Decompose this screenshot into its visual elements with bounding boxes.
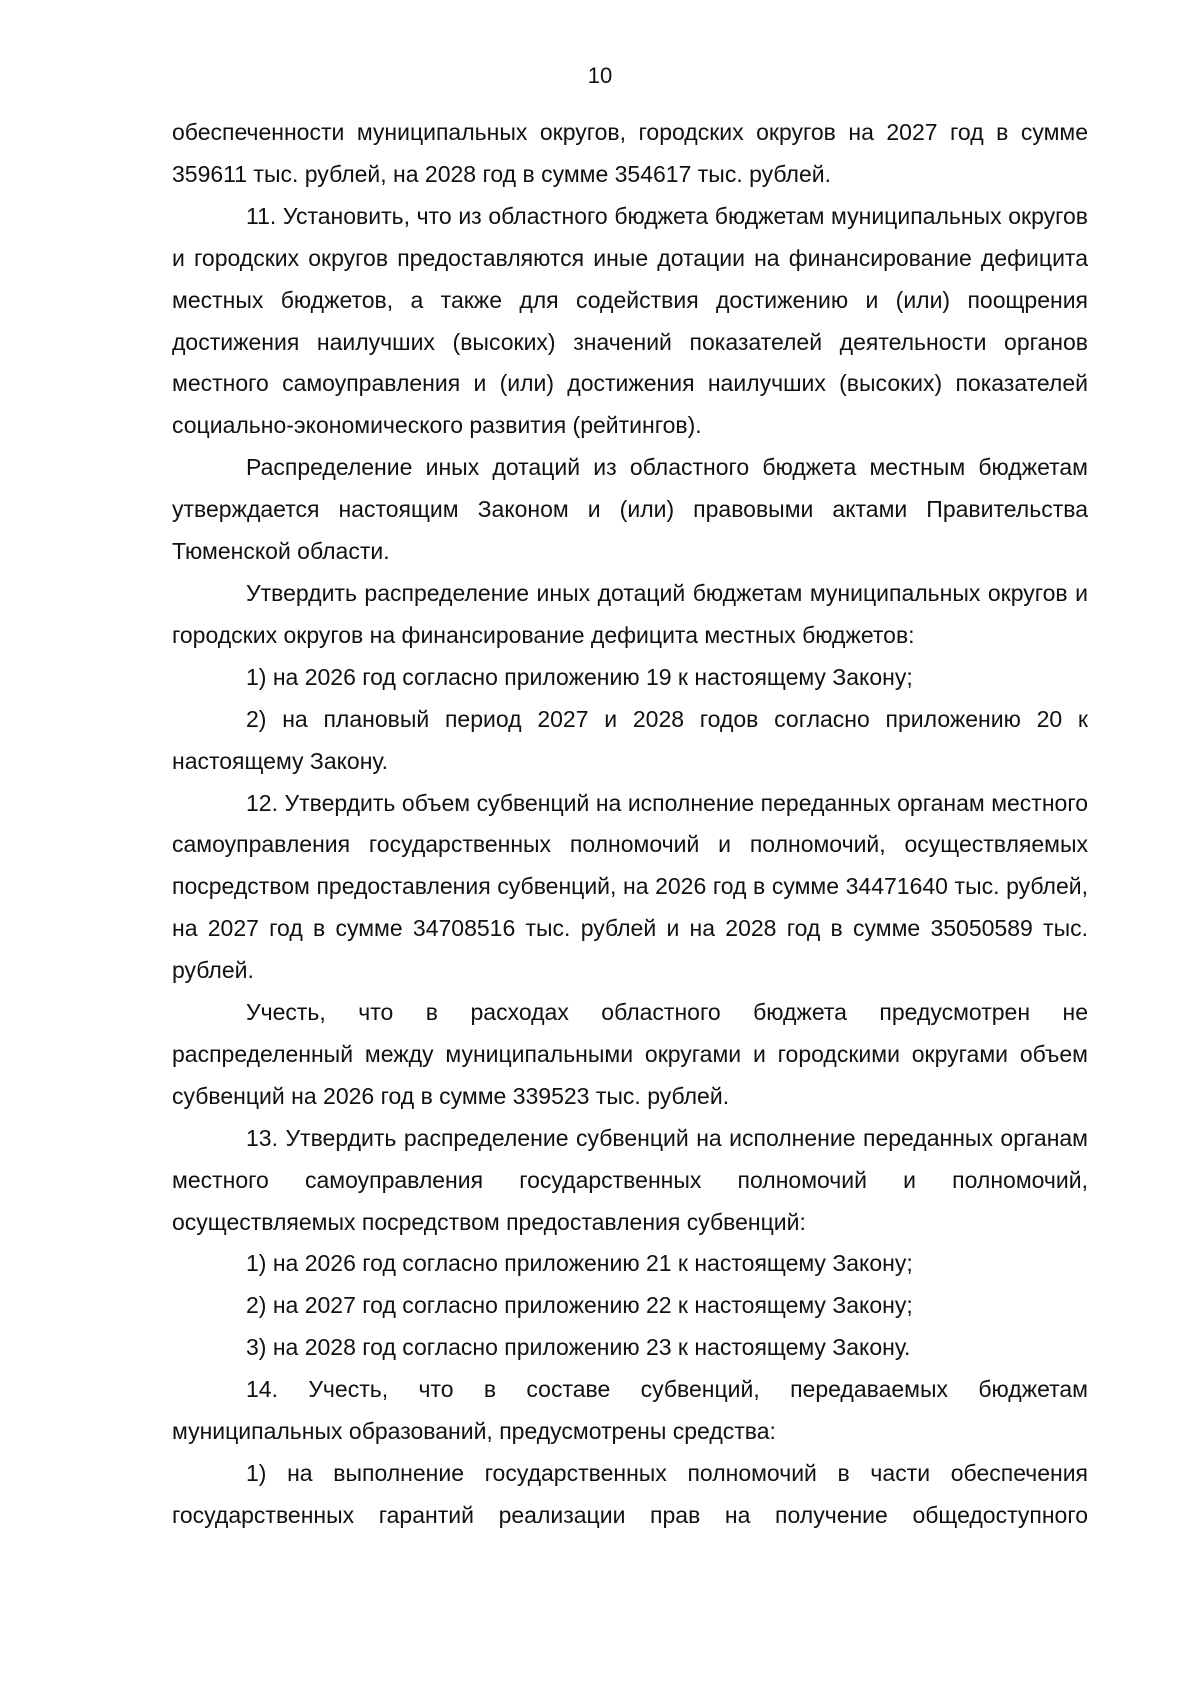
- paragraph-undistributed-subventions: Учесть, что в расходах областного бюджета предусмотрен не распределенный между муниципальными округами и городскими округами объем субвенций на 2026 год в сумме 339523 тыс. рублей.: [172, 999, 1088, 1109]
- paragraph-item-13: 13. Утвердить распределение субвенций на исполнение переданных органам местного самоуправления государственных полномочий и полномочий, осуществляемых посредством предоставления субвенций:: [172, 1124, 1088, 1235]
- list-item: 1) на 2026 год согласно приложению 21 к настоящему Закону;: [246, 1250, 913, 1277]
- paragraph-distribution-other-subsidies: Распределение иных дотаций из областного бюджета местным бюджетам утверждается настоящим Законом и (или) правовыми актами Правительства Тюменской области.: [172, 454, 1088, 565]
- list-item: 2) на плановый период 2027 и 2028 годов согласно приложению 20 к настоящему Закону.: [172, 705, 1088, 774]
- paragraph-continuation: обеспеченности муниципальных округов, городских округов на 2027 год в сумме 359611 тыс. рублей, на 2028 год в сумме 354617 тыс. рублей.: [172, 119, 1088, 187]
- page-number: 10: [587, 63, 613, 88]
- list-item: 1) на 2026 год согласно приложению 19 к настоящему Закону;: [246, 663, 913, 690]
- list-item: 2) на 2027 год согласно приложению 22 к настоящему Закону;: [246, 1292, 913, 1319]
- paragraph-item-14: 14. Учесть, что в составе субвенций, передаваемых бюджетам муниципальных образований, предусмотрены средства:: [172, 1376, 1088, 1445]
- paragraph-item-12: 12. Утвердить объем субвенций на исполнение переданных органам местного самоуправления государственных полномочий и полномочий, осуществляемых посредством предоставления субвенций, на 2026 год в сумме 34471640 тыс. рублей, на 2027 год в сумме 34708516 тыс. рублей и на 2028 год в сумме 35050589 тыс. рублей.: [172, 789, 1088, 984]
- list-item: 1) на выполнение государственных полномочий в части обеспечения государственных гарантий реализации прав на получение общедоступного: [172, 1460, 1088, 1528]
- list-item: 3) на 2028 год согласно приложению 23 к настоящему Закону.: [246, 1334, 911, 1361]
- paragraph-item-11: 11. Установить, что из областного бюджета бюджетам муниципальных округов и городских округов предоставляются иные дотации на финансирование дефицита местных бюджетов, а также для содействия достижению и (или) поощрения достижения наилучших (высоких) значений показателей деятельности органов местного самоуправления и (или) достижения наилучших (высоких) показателей социально-экономического развития (рейтингов).: [172, 202, 1088, 439]
- paragraph-approve-distribution: Утвердить распределение иных дотаций бюджетам муниципальных округов и городских округов на финансирование дефицита местных бюджетов:: [172, 579, 1088, 648]
- document-body: [172, 112, 1088, 1537]
